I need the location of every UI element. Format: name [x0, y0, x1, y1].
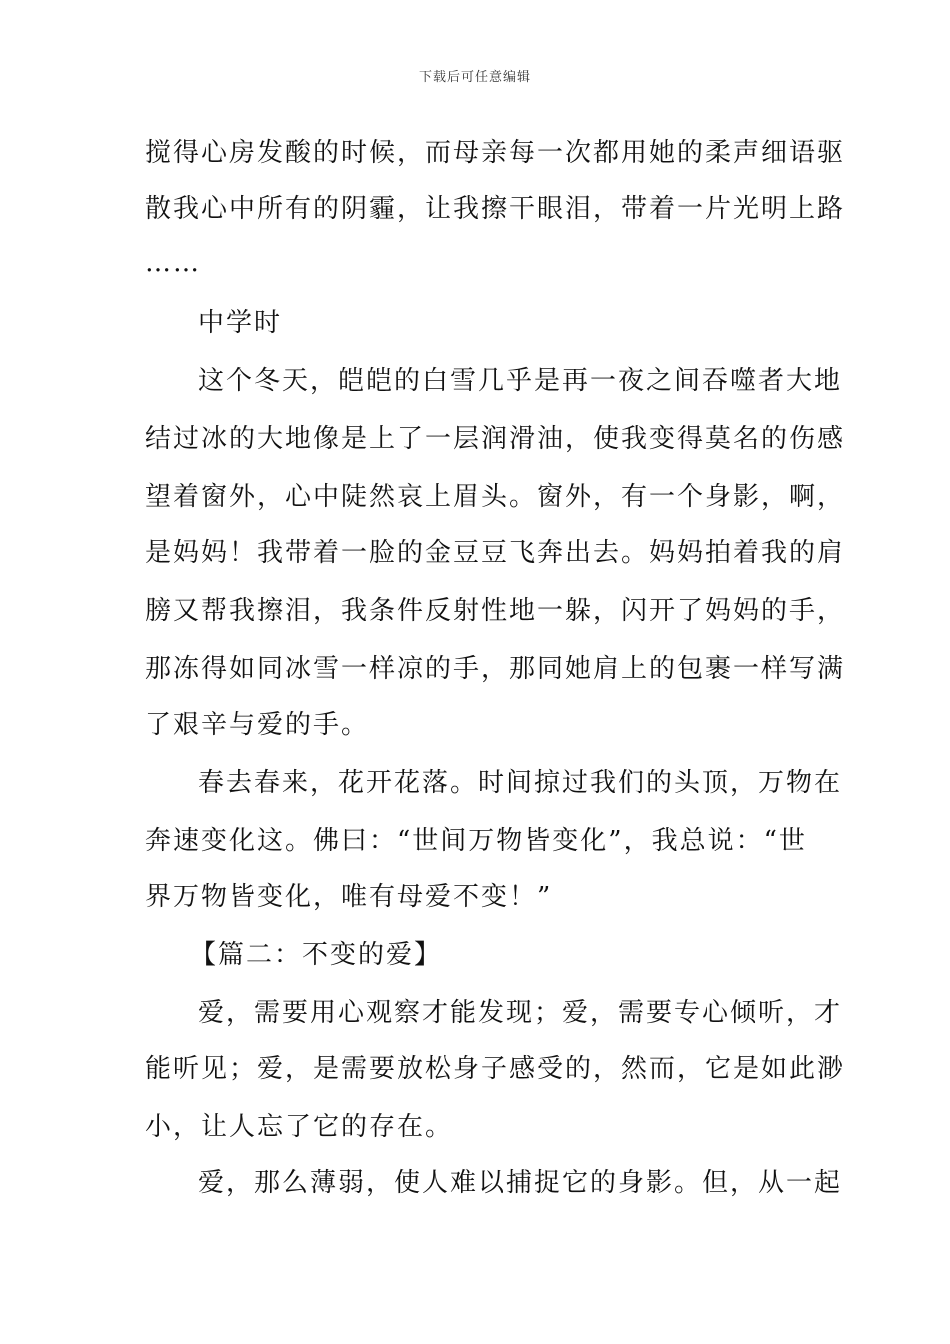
- paragraph-line: 爱，那么薄弱，使人难以捕捉它的身影。但，从一起: [198, 1168, 843, 1198]
- paragraph-line: 这个冬天，皑皑的白雪几乎是再一夜之间吞噬者大地: [198, 366, 843, 396]
- paragraph-line: 膀又帮我擦泪，我条件反射性地一躲，闪开了妈妈的手，: [145, 596, 846, 626]
- paragraph-line: 搅得心房发酸的时候，而母亲每一次都用她的柔声细语驱: [145, 138, 846, 168]
- paragraph-line: 了艰辛与爱的手。: [145, 710, 370, 740]
- paragraph-line: 是妈妈！我带着一脸的金豆豆飞奔出去。妈妈拍着我的肩: [145, 538, 846, 568]
- paragraph-line: 春去春来，花开花落。时间掠过我们的头顶，万物在: [198, 768, 843, 798]
- paragraph-line: 能听见；爱，是需要放松身子感受的，然而，它是如此渺: [145, 1054, 846, 1084]
- chapter-heading: 【篇二：不变的爱】: [190, 940, 443, 970]
- paragraph-line: 爱，需要用心观察才能发现；爱，需要专心倾听，才: [198, 998, 843, 1028]
- paragraph-line: 结过冰的大地像是上了一层润滑油，使我变得莫名的伤感: [145, 424, 846, 454]
- paragraph-line: 奔速变化这。佛曰：“世间万物皆变化”，我总说：“世: [145, 826, 807, 856]
- paragraph-line: 界万物皆变化，唯有母爱不变！”: [145, 882, 553, 912]
- paragraph-line: ……: [145, 248, 201, 278]
- section-heading: 中学时: [198, 308, 283, 338]
- paragraph-line: 望着窗外，心中陡然哀上眉头。窗外，有一个身影，啊，: [145, 482, 846, 512]
- paragraph-line: 小，让人忘了它的存在。: [145, 1112, 454, 1142]
- paragraph-line: 散我心中所有的阴霾，让我擦干眼泪，带着一片光明上路: [145, 194, 846, 224]
- paragraph-line: 那冻得如同冰雪一样凉的手，那同她肩上的包裹一样写满: [145, 654, 846, 684]
- page-header: 下载后可任意编辑: [418, 70, 531, 85]
